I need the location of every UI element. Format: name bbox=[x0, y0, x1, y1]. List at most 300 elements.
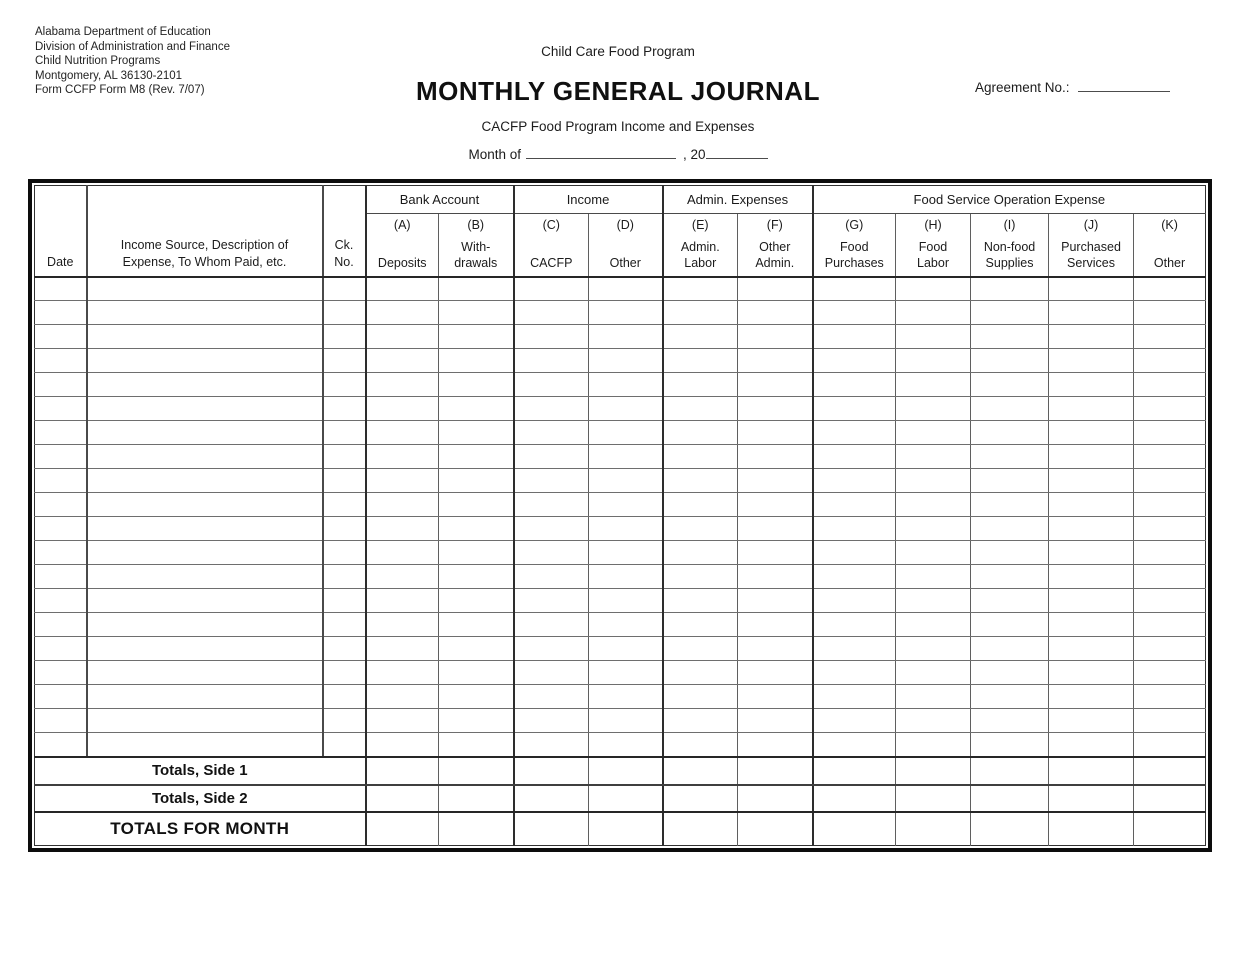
journal-cell[interactable] bbox=[663, 373, 738, 397]
journal-cell[interactable] bbox=[323, 469, 366, 493]
journal-cell[interactable] bbox=[971, 613, 1049, 637]
journal-cell[interactable] bbox=[1134, 397, 1206, 421]
journal-cell[interactable] bbox=[663, 589, 738, 613]
journal-cell[interactable] bbox=[366, 493, 439, 517]
journal-cell[interactable] bbox=[738, 733, 813, 757]
totals-cell[interactable] bbox=[896, 812, 971, 846]
journal-cell[interactable] bbox=[971, 565, 1049, 589]
journal-cell[interactable] bbox=[1134, 517, 1206, 541]
journal-cell[interactable] bbox=[1134, 637, 1206, 661]
journal-cell[interactable] bbox=[87, 421, 323, 445]
journal-cell[interactable] bbox=[896, 709, 971, 733]
journal-cell[interactable] bbox=[87, 493, 323, 517]
journal-cell[interactable] bbox=[589, 301, 663, 325]
journal-cell[interactable] bbox=[663, 445, 738, 469]
totals-cell[interactable] bbox=[366, 757, 439, 785]
journal-cell[interactable] bbox=[35, 709, 87, 733]
journal-cell[interactable] bbox=[896, 685, 971, 709]
journal-cell[interactable] bbox=[971, 421, 1049, 445]
journal-cell[interactable] bbox=[35, 733, 87, 757]
journal-cell[interactable] bbox=[35, 685, 87, 709]
journal-cell[interactable] bbox=[1049, 589, 1134, 613]
journal-cell[interactable] bbox=[896, 373, 971, 397]
journal-cell[interactable] bbox=[35, 613, 87, 637]
journal-cell[interactable] bbox=[738, 709, 813, 733]
totals-cell[interactable] bbox=[813, 785, 896, 812]
agreement-input-line[interactable] bbox=[1078, 79, 1170, 92]
journal-cell[interactable] bbox=[896, 517, 971, 541]
journal-cell[interactable] bbox=[813, 565, 896, 589]
journal-cell[interactable] bbox=[738, 493, 813, 517]
journal-cell[interactable] bbox=[439, 589, 514, 613]
journal-cell[interactable] bbox=[589, 685, 663, 709]
journal-cell[interactable] bbox=[366, 733, 439, 757]
journal-cell[interactable] bbox=[896, 589, 971, 613]
journal-cell[interactable] bbox=[35, 541, 87, 565]
journal-cell[interactable] bbox=[514, 277, 589, 301]
journal-cell[interactable] bbox=[738, 325, 813, 349]
journal-cell[interactable] bbox=[35, 565, 87, 589]
journal-cell[interactable] bbox=[663, 277, 738, 301]
journal-cell[interactable] bbox=[323, 661, 366, 685]
totals-cell[interactable] bbox=[663, 812, 738, 846]
journal-cell[interactable] bbox=[87, 589, 323, 613]
totals-cell[interactable] bbox=[1134, 785, 1206, 812]
totals-cell[interactable] bbox=[663, 757, 738, 785]
journal-cell[interactable] bbox=[813, 301, 896, 325]
journal-cell[interactable] bbox=[1049, 469, 1134, 493]
journal-cell[interactable] bbox=[1049, 325, 1134, 349]
journal-cell[interactable] bbox=[813, 397, 896, 421]
journal-cell[interactable] bbox=[663, 685, 738, 709]
journal-cell[interactable] bbox=[323, 301, 366, 325]
journal-cell[interactable] bbox=[366, 517, 439, 541]
journal-cell[interactable] bbox=[663, 733, 738, 757]
journal-cell[interactable] bbox=[813, 541, 896, 565]
journal-cell[interactable] bbox=[366, 445, 439, 469]
journal-cell[interactable] bbox=[1049, 349, 1134, 373]
journal-cell[interactable] bbox=[896, 661, 971, 685]
journal-cell[interactable] bbox=[971, 541, 1049, 565]
journal-cell[interactable] bbox=[971, 469, 1049, 493]
journal-cell[interactable] bbox=[589, 373, 663, 397]
journal-cell[interactable] bbox=[663, 469, 738, 493]
journal-cell[interactable] bbox=[323, 445, 366, 469]
journal-cell[interactable] bbox=[589, 493, 663, 517]
journal-cell[interactable] bbox=[971, 589, 1049, 613]
totals-cell[interactable] bbox=[971, 757, 1049, 785]
journal-cell[interactable] bbox=[1049, 397, 1134, 421]
totals-cell[interactable] bbox=[1049, 812, 1134, 846]
journal-cell[interactable] bbox=[896, 421, 971, 445]
journal-cell[interactable] bbox=[514, 397, 589, 421]
totals-cell[interactable] bbox=[589, 757, 663, 785]
totals-cell[interactable] bbox=[439, 812, 514, 846]
journal-cell[interactable] bbox=[366, 349, 439, 373]
journal-cell[interactable] bbox=[87, 469, 323, 493]
journal-cell[interactable] bbox=[589, 517, 663, 541]
journal-cell[interactable] bbox=[896, 541, 971, 565]
journal-cell[interactable] bbox=[439, 421, 514, 445]
journal-cell[interactable] bbox=[323, 325, 366, 349]
month-input-line[interactable] bbox=[526, 146, 676, 159]
totals-cell[interactable] bbox=[366, 785, 439, 812]
journal-cell[interactable] bbox=[663, 493, 738, 517]
journal-cell[interactable] bbox=[366, 565, 439, 589]
journal-cell[interactable] bbox=[366, 541, 439, 565]
journal-cell[interactable] bbox=[514, 709, 589, 733]
journal-cell[interactable] bbox=[971, 517, 1049, 541]
journal-cell[interactable] bbox=[1134, 301, 1206, 325]
journal-cell[interactable] bbox=[1134, 277, 1206, 301]
journal-cell[interactable] bbox=[896, 493, 971, 517]
journal-cell[interactable] bbox=[813, 373, 896, 397]
journal-cell[interactable] bbox=[1049, 277, 1134, 301]
journal-cell[interactable] bbox=[663, 541, 738, 565]
year-input-line[interactable] bbox=[706, 146, 768, 159]
journal-cell[interactable] bbox=[35, 421, 87, 445]
journal-cell[interactable] bbox=[1134, 445, 1206, 469]
journal-cell[interactable] bbox=[813, 661, 896, 685]
journal-cell[interactable] bbox=[1049, 493, 1134, 517]
journal-cell[interactable] bbox=[1134, 469, 1206, 493]
journal-cell[interactable] bbox=[514, 541, 589, 565]
journal-cell[interactable] bbox=[439, 733, 514, 757]
journal-cell[interactable] bbox=[589, 565, 663, 589]
journal-cell[interactable] bbox=[738, 517, 813, 541]
journal-cell[interactable] bbox=[971, 325, 1049, 349]
totals-cell[interactable] bbox=[439, 757, 514, 785]
journal-cell[interactable] bbox=[87, 445, 323, 469]
journal-cell[interactable] bbox=[589, 661, 663, 685]
journal-cell[interactable] bbox=[514, 517, 589, 541]
journal-cell[interactable] bbox=[35, 445, 87, 469]
journal-cell[interactable] bbox=[366, 277, 439, 301]
journal-cell[interactable] bbox=[366, 325, 439, 349]
journal-cell[interactable] bbox=[439, 541, 514, 565]
journal-cell[interactable] bbox=[1049, 637, 1134, 661]
journal-cell[interactable] bbox=[87, 325, 323, 349]
journal-cell[interactable] bbox=[896, 469, 971, 493]
journal-cell[interactable] bbox=[971, 637, 1049, 661]
journal-cell[interactable] bbox=[35, 469, 87, 493]
journal-cell[interactable] bbox=[439, 445, 514, 469]
journal-cell[interactable] bbox=[589, 349, 663, 373]
journal-cell[interactable] bbox=[35, 493, 87, 517]
journal-cell[interactable] bbox=[663, 301, 738, 325]
journal-cell[interactable] bbox=[1134, 541, 1206, 565]
journal-cell[interactable] bbox=[35, 349, 87, 373]
journal-cell[interactable] bbox=[323, 421, 366, 445]
journal-cell[interactable] bbox=[738, 277, 813, 301]
journal-cell[interactable] bbox=[366, 637, 439, 661]
journal-cell[interactable] bbox=[663, 421, 738, 445]
totals-cell[interactable] bbox=[439, 785, 514, 812]
journal-cell[interactable] bbox=[366, 421, 439, 445]
journal-cell[interactable] bbox=[439, 661, 514, 685]
journal-cell[interactable] bbox=[366, 397, 439, 421]
journal-cell[interactable] bbox=[813, 325, 896, 349]
journal-cell[interactable] bbox=[971, 301, 1049, 325]
journal-cell[interactable] bbox=[323, 565, 366, 589]
journal-cell[interactable] bbox=[896, 349, 971, 373]
journal-cell[interactable] bbox=[439, 709, 514, 733]
journal-cell[interactable] bbox=[323, 541, 366, 565]
journal-cell[interactable] bbox=[589, 469, 663, 493]
journal-cell[interactable] bbox=[813, 733, 896, 757]
totals-cell[interactable] bbox=[896, 757, 971, 785]
journal-cell[interactable] bbox=[514, 637, 589, 661]
totals-cell[interactable] bbox=[813, 757, 896, 785]
journal-cell[interactable] bbox=[366, 469, 439, 493]
journal-cell[interactable] bbox=[896, 637, 971, 661]
journal-cell[interactable] bbox=[1134, 613, 1206, 637]
journal-cell[interactable] bbox=[87, 277, 323, 301]
journal-cell[interactable] bbox=[514, 685, 589, 709]
journal-cell[interactable] bbox=[1134, 325, 1206, 349]
totals-cell[interactable] bbox=[896, 785, 971, 812]
journal-cell[interactable] bbox=[738, 445, 813, 469]
journal-cell[interactable] bbox=[439, 325, 514, 349]
journal-cell[interactable] bbox=[514, 349, 589, 373]
journal-cell[interactable] bbox=[35, 373, 87, 397]
journal-cell[interactable] bbox=[738, 685, 813, 709]
journal-cell[interactable] bbox=[1049, 445, 1134, 469]
journal-cell[interactable] bbox=[35, 637, 87, 661]
journal-cell[interactable] bbox=[738, 469, 813, 493]
journal-cell[interactable] bbox=[87, 349, 323, 373]
journal-cell[interactable] bbox=[87, 373, 323, 397]
journal-cell[interactable] bbox=[87, 397, 323, 421]
journal-cell[interactable] bbox=[87, 541, 323, 565]
journal-cell[interactable] bbox=[813, 493, 896, 517]
journal-cell[interactable] bbox=[813, 277, 896, 301]
journal-cell[interactable] bbox=[323, 373, 366, 397]
journal-cell[interactable] bbox=[813, 589, 896, 613]
journal-cell[interactable] bbox=[323, 493, 366, 517]
journal-cell[interactable] bbox=[87, 733, 323, 757]
journal-cell[interactable] bbox=[896, 397, 971, 421]
journal-cell[interactable] bbox=[738, 373, 813, 397]
journal-cell[interactable] bbox=[35, 301, 87, 325]
journal-cell[interactable] bbox=[896, 733, 971, 757]
totals-cell[interactable] bbox=[1049, 785, 1134, 812]
journal-cell[interactable] bbox=[1049, 301, 1134, 325]
journal-cell[interactable] bbox=[87, 517, 323, 541]
journal-cell[interactable] bbox=[1134, 661, 1206, 685]
journal-cell[interactable] bbox=[87, 685, 323, 709]
journal-cell[interactable] bbox=[813, 613, 896, 637]
journal-cell[interactable] bbox=[1049, 685, 1134, 709]
journal-cell[interactable] bbox=[514, 469, 589, 493]
journal-cell[interactable] bbox=[366, 373, 439, 397]
journal-cell[interactable] bbox=[1134, 349, 1206, 373]
totals-cell[interactable] bbox=[738, 785, 813, 812]
journal-cell[interactable] bbox=[589, 421, 663, 445]
journal-cell[interactable] bbox=[896, 565, 971, 589]
journal-cell[interactable] bbox=[1049, 541, 1134, 565]
journal-cell[interactable] bbox=[323, 709, 366, 733]
totals-cell[interactable] bbox=[738, 812, 813, 846]
totals-cell[interactable] bbox=[1134, 812, 1206, 846]
journal-cell[interactable] bbox=[1134, 709, 1206, 733]
totals-cell[interactable] bbox=[813, 812, 896, 846]
journal-cell[interactable] bbox=[87, 661, 323, 685]
journal-cell[interactable] bbox=[1049, 421, 1134, 445]
journal-cell[interactable] bbox=[439, 469, 514, 493]
journal-cell[interactable] bbox=[35, 277, 87, 301]
journal-cell[interactable] bbox=[514, 733, 589, 757]
journal-cell[interactable] bbox=[813, 637, 896, 661]
journal-cell[interactable] bbox=[366, 661, 439, 685]
journal-cell[interactable] bbox=[439, 613, 514, 637]
journal-cell[interactable] bbox=[663, 661, 738, 685]
journal-cell[interactable] bbox=[439, 493, 514, 517]
journal-cell[interactable] bbox=[514, 565, 589, 589]
journal-cell[interactable] bbox=[1134, 565, 1206, 589]
journal-cell[interactable] bbox=[589, 589, 663, 613]
journal-cell[interactable] bbox=[738, 301, 813, 325]
journal-cell[interactable] bbox=[1134, 733, 1206, 757]
journal-cell[interactable] bbox=[738, 541, 813, 565]
journal-cell[interactable] bbox=[514, 373, 589, 397]
journal-cell[interactable] bbox=[663, 613, 738, 637]
journal-cell[interactable] bbox=[323, 277, 366, 301]
journal-cell[interactable] bbox=[738, 349, 813, 373]
journal-cell[interactable] bbox=[1049, 613, 1134, 637]
journal-cell[interactable] bbox=[971, 397, 1049, 421]
journal-cell[interactable] bbox=[323, 397, 366, 421]
journal-cell[interactable] bbox=[971, 445, 1049, 469]
journal-cell[interactable] bbox=[366, 589, 439, 613]
journal-cell[interactable] bbox=[813, 469, 896, 493]
totals-cell[interactable] bbox=[971, 785, 1049, 812]
journal-cell[interactable] bbox=[896, 301, 971, 325]
journal-cell[interactable] bbox=[738, 565, 813, 589]
totals-cell[interactable] bbox=[1134, 757, 1206, 785]
journal-cell[interactable] bbox=[87, 709, 323, 733]
journal-cell[interactable] bbox=[896, 445, 971, 469]
journal-cell[interactable] bbox=[35, 325, 87, 349]
journal-cell[interactable] bbox=[514, 301, 589, 325]
totals-cell[interactable] bbox=[738, 757, 813, 785]
journal-cell[interactable] bbox=[439, 685, 514, 709]
journal-cell[interactable] bbox=[514, 661, 589, 685]
journal-cell[interactable] bbox=[323, 685, 366, 709]
journal-cell[interactable] bbox=[1134, 421, 1206, 445]
journal-cell[interactable] bbox=[439, 349, 514, 373]
totals-cell[interactable] bbox=[514, 812, 589, 846]
journal-cell[interactable] bbox=[1049, 517, 1134, 541]
journal-cell[interactable] bbox=[663, 349, 738, 373]
journal-cell[interactable] bbox=[1134, 493, 1206, 517]
journal-cell[interactable] bbox=[87, 637, 323, 661]
journal-cell[interactable] bbox=[971, 709, 1049, 733]
journal-cell[interactable] bbox=[35, 589, 87, 613]
journal-cell[interactable] bbox=[971, 349, 1049, 373]
totals-cell[interactable] bbox=[1049, 757, 1134, 785]
journal-cell[interactable] bbox=[663, 565, 738, 589]
journal-cell[interactable] bbox=[35, 397, 87, 421]
journal-cell[interactable] bbox=[813, 709, 896, 733]
journal-cell[interactable] bbox=[663, 517, 738, 541]
journal-cell[interactable] bbox=[439, 565, 514, 589]
journal-cell[interactable] bbox=[439, 517, 514, 541]
journal-cell[interactable] bbox=[1049, 661, 1134, 685]
journal-cell[interactable] bbox=[323, 733, 366, 757]
journal-cell[interactable] bbox=[514, 493, 589, 517]
journal-cell[interactable] bbox=[1049, 709, 1134, 733]
journal-cell[interactable] bbox=[589, 541, 663, 565]
journal-cell[interactable] bbox=[439, 373, 514, 397]
journal-cell[interactable] bbox=[813, 685, 896, 709]
journal-cell[interactable] bbox=[896, 325, 971, 349]
totals-cell[interactable] bbox=[589, 812, 663, 846]
journal-cell[interactable] bbox=[1134, 589, 1206, 613]
journal-cell[interactable] bbox=[663, 325, 738, 349]
journal-cell[interactable] bbox=[663, 397, 738, 421]
journal-cell[interactable] bbox=[1049, 565, 1134, 589]
journal-cell[interactable] bbox=[87, 301, 323, 325]
journal-cell[interactable] bbox=[589, 733, 663, 757]
journal-cell[interactable] bbox=[1134, 685, 1206, 709]
journal-cell[interactable] bbox=[971, 373, 1049, 397]
journal-cell[interactable] bbox=[589, 277, 663, 301]
journal-cell[interactable] bbox=[439, 397, 514, 421]
journal-cell[interactable] bbox=[589, 613, 663, 637]
journal-cell[interactable] bbox=[971, 277, 1049, 301]
journal-cell[interactable] bbox=[366, 709, 439, 733]
journal-cell[interactable] bbox=[1049, 733, 1134, 757]
journal-cell[interactable] bbox=[35, 661, 87, 685]
journal-cell[interactable] bbox=[971, 661, 1049, 685]
journal-cell[interactable] bbox=[813, 517, 896, 541]
journal-cell[interactable] bbox=[366, 301, 439, 325]
journal-cell[interactable] bbox=[738, 589, 813, 613]
journal-cell[interactable] bbox=[971, 685, 1049, 709]
journal-cell[interactable] bbox=[589, 637, 663, 661]
journal-cell[interactable] bbox=[813, 445, 896, 469]
journal-cell[interactable] bbox=[35, 517, 87, 541]
journal-cell[interactable] bbox=[738, 637, 813, 661]
journal-cell[interactable] bbox=[738, 421, 813, 445]
totals-cell[interactable] bbox=[589, 785, 663, 812]
journal-cell[interactable] bbox=[589, 397, 663, 421]
journal-cell[interactable] bbox=[514, 613, 589, 637]
journal-cell[interactable] bbox=[971, 493, 1049, 517]
totals-cell[interactable] bbox=[366, 812, 439, 846]
journal-cell[interactable] bbox=[663, 637, 738, 661]
journal-cell[interactable] bbox=[323, 613, 366, 637]
journal-cell[interactable] bbox=[323, 637, 366, 661]
journal-cell[interactable] bbox=[971, 733, 1049, 757]
journal-cell[interactable] bbox=[87, 613, 323, 637]
journal-cell[interactable] bbox=[514, 325, 589, 349]
journal-cell[interactable] bbox=[323, 589, 366, 613]
journal-cell[interactable] bbox=[1049, 373, 1134, 397]
journal-cell[interactable] bbox=[738, 613, 813, 637]
journal-cell[interactable] bbox=[813, 349, 896, 373]
journal-cell[interactable] bbox=[663, 709, 738, 733]
journal-cell[interactable] bbox=[323, 349, 366, 373]
journal-cell[interactable] bbox=[323, 517, 366, 541]
journal-cell[interactable] bbox=[813, 421, 896, 445]
journal-cell[interactable] bbox=[87, 565, 323, 589]
journal-cell[interactable] bbox=[439, 637, 514, 661]
journal-cell[interactable] bbox=[366, 613, 439, 637]
journal-cell[interactable] bbox=[1134, 373, 1206, 397]
journal-cell[interactable] bbox=[439, 277, 514, 301]
